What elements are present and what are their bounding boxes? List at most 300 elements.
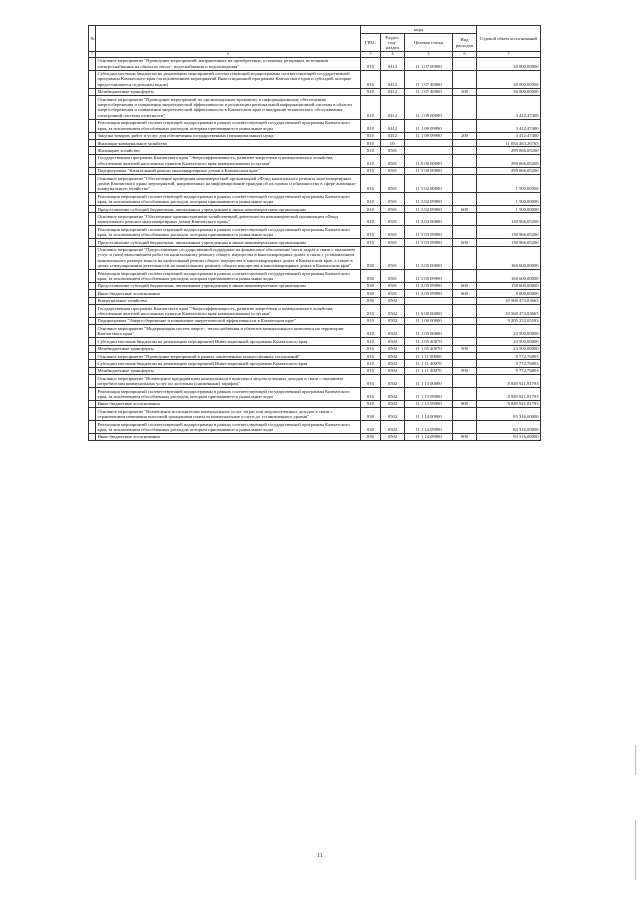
row-summa-cell: 8 000,00000 bbox=[477, 290, 541, 297]
row-num-cell bbox=[89, 246, 96, 270]
row-summa-cell: 30 000,00000 bbox=[477, 88, 541, 95]
scan-edge-mark bbox=[635, 745, 636, 775]
row-celevaya-cell: 11 1 13 00000 bbox=[405, 375, 453, 388]
row-razdel-cell: 0501 bbox=[381, 282, 405, 289]
row-grbs-cell: 810 bbox=[361, 317, 381, 324]
row-name-cell: Иные бюджетные ассигнования bbox=[96, 433, 361, 440]
row-num-cell bbox=[89, 88, 96, 95]
row-razdel-cell: 0502 bbox=[381, 305, 405, 318]
row-razdel-cell: 0501 bbox=[381, 226, 405, 239]
row-razdel-cell: 0501 bbox=[381, 193, 405, 206]
row-razdel-cell: 0412 bbox=[381, 96, 405, 120]
table-row bbox=[89, 400, 541, 407]
row-num-cell bbox=[89, 147, 96, 154]
index-cell: 1 bbox=[89, 52, 96, 58]
row-name-cell: Коммунальное хозяйство bbox=[96, 297, 361, 304]
row-vid-cell: 500 bbox=[453, 367, 477, 374]
row-num-cell bbox=[89, 345, 96, 352]
row-grbs-cell: 830 bbox=[361, 282, 381, 289]
row-name-cell: Реализация мероприятий соответствующей подпрограммы в рамках соответствующей государственной программы Камчатского края, за исключением обособленных расходов, которым присваиваются уникальные коды bbox=[96, 193, 361, 206]
row-num-cell bbox=[89, 353, 96, 360]
row-grbs-cell: 810 bbox=[361, 305, 381, 318]
row-grbs-cell: 810 bbox=[361, 360, 381, 367]
row-celevaya-cell: 11 3 02 09990 bbox=[405, 193, 453, 206]
table-row bbox=[89, 433, 541, 440]
row-num-cell bbox=[89, 206, 96, 213]
row-name-cell: Основное мероприятие "Предоставление государственной поддержки на финансовое обеспечение части затрат в связи с оказанием услуг и (или) выполнением работ по капитальному ремонту общего имущества в многоквартирных домах в связи с установлением минимального размера взноса на капитальный ремонт общего имущества в многоквартирных домах в Камчатском крае, а также в целях стимулирования деятельности по капитальному ремонту общего имущества в многоквартирных домах в Камчатском крае" bbox=[96, 246, 361, 270]
row-razdel-cell: 0502 bbox=[381, 345, 405, 352]
table-row bbox=[89, 282, 541, 289]
row-vid-cell bbox=[453, 57, 477, 70]
index-cell: 5 bbox=[405, 52, 453, 58]
row-num-cell bbox=[89, 132, 96, 139]
row-num-cell bbox=[89, 388, 96, 401]
row-num-cell bbox=[89, 421, 96, 434]
row-vid-cell bbox=[453, 388, 477, 401]
row-razdel-cell: 0502 bbox=[381, 388, 405, 401]
row-grbs-cell: 830 bbox=[361, 290, 381, 297]
row-celevaya-cell: 11 1 00 00000 bbox=[405, 317, 453, 324]
row-summa-cell: 130 966,05200 bbox=[477, 226, 541, 239]
row-grbs-cell: 810 bbox=[361, 57, 381, 70]
row-name-cell: Основное мероприятие "Проведение мероприятий, направленных на приобретение, установку резервных источников электроснабжения на объектах тепло-, водоснабжения и водоотведения" bbox=[96, 57, 361, 70]
row-celevaya-cell: 11 1 13 09990 bbox=[405, 400, 453, 407]
row-vid-cell: 500 bbox=[453, 88, 477, 95]
row-vid-cell bbox=[453, 147, 477, 154]
row-vid-cell bbox=[453, 154, 477, 167]
header-celevaya: Целевая статья bbox=[405, 34, 453, 52]
row-name-cell: Основное мероприятие "Обеспечение административно-хозяйственной деятельности некоммерческой организации «Фонд капитального ремонта многоквартирных домов Камчатского края»" bbox=[96, 213, 361, 226]
row-grbs-cell: 810 bbox=[361, 70, 381, 88]
table-row bbox=[89, 96, 541, 120]
row-name-cell: Реализация мероприятий соответствующей подпрограммы в рамках соответствующей государственной программы Камчатского края, за исключением обособленных расходов, которым присваиваются уникальные коды bbox=[96, 270, 361, 283]
row-vid-cell: 800 bbox=[453, 400, 477, 407]
row-num-cell bbox=[89, 408, 96, 421]
row-celevaya-cell: 11 1 13 09990 bbox=[405, 388, 453, 401]
header-num: № bbox=[89, 26, 96, 52]
row-celevaya-cell bbox=[405, 147, 453, 154]
row-num-cell bbox=[89, 213, 96, 226]
row-summa-cell: 9 772,76803 bbox=[477, 353, 541, 360]
row-summa-cell: 30 000,00000 bbox=[477, 57, 541, 70]
row-num-cell bbox=[89, 239, 96, 246]
row-name-cell: Межбюджетные трансферты bbox=[96, 88, 361, 95]
row-celevaya-cell: 11 1 14 09990 bbox=[405, 433, 453, 440]
row-name-cell: Основное мероприятие "Проведение мероприятий по организационно-правовому и информационному обеспечению энергосбережения и повышения энергетической эффективности и реализации региональной информационной системы в области энергосбережения и повышения энергетической эффективности в Камчатском крае и внедрение технического обслуживания электронной системы отчетности" bbox=[96, 96, 361, 120]
row-razdel-cell: 0501 bbox=[381, 175, 405, 193]
table-row bbox=[89, 154, 541, 167]
row-vid-cell bbox=[453, 375, 477, 388]
row-name-cell: Субсидии местным бюджетам на реализацию мероприятий Инвестиционной программы Камчатского края bbox=[96, 360, 361, 367]
row-name-cell: Основное мероприятие "Обеспечение проведения некоммерческой организацией «Фонд капитального ремонта многоквартирных домов Камчатского края» мероприятий, направленных на информирование граждан об их правах и обязанностях в сфере жилищно-коммунального хозяйства" bbox=[96, 175, 361, 193]
row-grbs-cell: 810 bbox=[361, 325, 381, 338]
row-vid-cell: 800 bbox=[453, 433, 477, 440]
row-celevaya-cell bbox=[405, 140, 453, 147]
table-row bbox=[89, 140, 541, 147]
row-razdel-cell: 0502 bbox=[381, 400, 405, 407]
table-row bbox=[89, 88, 541, 95]
row-num-cell bbox=[89, 367, 96, 374]
table-row bbox=[89, 421, 541, 434]
row-grbs-cell: 810 bbox=[361, 345, 381, 352]
row-razdel-cell: 0502 bbox=[381, 421, 405, 434]
table-row bbox=[89, 119, 541, 132]
row-razdel-cell: 0412 bbox=[381, 132, 405, 139]
row-summa-cell: 83 316,00000 bbox=[477, 408, 541, 421]
row-name-cell: Жилищное хозяйство bbox=[96, 147, 361, 154]
row-summa-cell: 1 500,00000 bbox=[477, 175, 541, 193]
row-name-cell: Основное мероприятие "Возмещение исполнителям коммунальных услуг затрат или недополученных доходов в связи с ограничением изменения вносимой гражданами платы за коммунальные услуги до установленного уровня" bbox=[96, 408, 361, 421]
row-summa-cell: 11 054 263,26765 bbox=[477, 140, 541, 147]
row-razdel-cell: 0502 bbox=[381, 325, 405, 338]
row-grbs-cell: 810 bbox=[361, 140, 381, 147]
row-razdel-cell: 0412 bbox=[381, 119, 405, 132]
row-num-cell bbox=[89, 96, 96, 120]
row-grbs-cell: 830 bbox=[361, 421, 381, 434]
row-name-cell: Субсидии местным бюджетам на реализацию мероприятий Инвестиционной программы Камчатского края bbox=[96, 338, 361, 345]
row-celevaya-cell: 11 3 02 00000 bbox=[405, 175, 453, 193]
row-celevaya-cell: 11 1 07 40060 bbox=[405, 88, 453, 95]
table-row bbox=[89, 147, 541, 154]
header-vid: Вид расходов bbox=[453, 34, 477, 52]
row-num-cell bbox=[89, 400, 96, 407]
table-row bbox=[89, 270, 541, 283]
row-vid-cell bbox=[453, 421, 477, 434]
row-summa-cell: 8 849 921,81793 bbox=[477, 400, 541, 407]
row-summa-cell: 1 500,00000 bbox=[477, 206, 541, 213]
row-num-cell bbox=[89, 297, 96, 304]
row-celevaya-cell: 11 1 05 40070 bbox=[405, 345, 453, 352]
row-num-cell bbox=[89, 305, 96, 318]
row-vid-cell: 600 bbox=[453, 282, 477, 289]
table-row bbox=[89, 290, 541, 297]
row-name-cell: Основное мероприятие "Проведение мероприятий в рамках заключенных концессионных соглашений" bbox=[96, 353, 361, 360]
table-row bbox=[89, 226, 541, 239]
row-grbs-cell: 810 bbox=[361, 388, 381, 401]
row-grbs-cell: 810 bbox=[361, 193, 381, 206]
row-name-cell: Иные бюджетные ассигнования bbox=[96, 400, 361, 407]
row-razdel-cell: 0412 bbox=[381, 70, 405, 88]
row-name-cell: Реализация мероприятий соответствующей подпрограммы в рамках соответствующей государственной программы Камчатского края, за исключением обособленных расходов, которым присваиваются уникальные коды bbox=[96, 421, 361, 434]
table-row bbox=[89, 360, 541, 367]
row-summa-cell: 23 500,00000 bbox=[477, 325, 541, 338]
table-row bbox=[89, 213, 541, 226]
row-vid-cell bbox=[453, 360, 477, 367]
row-razdel-cell: 0501 bbox=[381, 239, 405, 246]
row-num-cell bbox=[89, 154, 96, 167]
row-grbs-cell: 810 bbox=[361, 175, 381, 193]
header-codes: коды bbox=[361, 26, 477, 34]
row-razdel-cell: 0502 bbox=[381, 353, 405, 360]
row-razdel-cell: 0502 bbox=[381, 338, 405, 345]
row-summa-cell: 3 412,47400 bbox=[477, 119, 541, 132]
row-celevaya-cell: 11 1 14 00000 bbox=[405, 408, 453, 421]
row-summa-cell: 10 568 474,03665 bbox=[477, 305, 541, 318]
row-summa-cell: 158 600,00000 bbox=[477, 282, 541, 289]
row-vid-cell bbox=[453, 305, 477, 318]
row-grbs-cell: 810 bbox=[361, 132, 381, 139]
row-num-cell bbox=[89, 175, 96, 193]
page-number: 11 bbox=[317, 853, 323, 859]
row-vid-cell: 500 bbox=[453, 345, 477, 352]
row-celevaya-cell: 11 1 11 40070 bbox=[405, 367, 453, 374]
row-grbs-cell: 810 bbox=[361, 167, 381, 174]
row-vid-cell bbox=[453, 297, 477, 304]
row-summa-cell: 130 966,05200 bbox=[477, 239, 541, 246]
row-summa-cell: 9 205 252,05593 bbox=[477, 317, 541, 324]
row-razdel-cell: 0501 bbox=[381, 246, 405, 270]
row-vid-cell bbox=[453, 270, 477, 283]
table-row bbox=[89, 132, 541, 139]
table-row bbox=[89, 367, 541, 374]
row-celevaya-cell: 11 0 00 00000 bbox=[405, 305, 453, 318]
row-num-cell bbox=[89, 325, 96, 338]
row-name-cell: Реализация мероприятий соответствующей подпрограммы в рамках соответствующей государственной программы Камчатского края, за исключением обособленных расходов, которым присваиваются уникальные коды bbox=[96, 119, 361, 132]
row-celevaya-cell: 11 1 11 40070 bbox=[405, 360, 453, 367]
row-razdel-cell: 0501 bbox=[381, 167, 405, 174]
table-row bbox=[89, 353, 541, 360]
row-summa-cell: 9 772,76803 bbox=[477, 367, 541, 374]
row-vid-cell bbox=[453, 119, 477, 132]
row-num-cell bbox=[89, 70, 96, 88]
row-razdel-cell: 0501 bbox=[381, 270, 405, 283]
row-num-cell bbox=[89, 226, 96, 239]
row-vid-cell bbox=[453, 193, 477, 206]
row-vid-cell: 600 bbox=[453, 239, 477, 246]
row-name-cell: Межбюджетные трансферты bbox=[96, 345, 361, 352]
row-celevaya-cell: 11 3 03 09990 bbox=[405, 226, 453, 239]
row-summa-cell: 30 000,00000 bbox=[477, 70, 541, 88]
row-celevaya-cell: 11 1 05 00000 bbox=[405, 325, 453, 338]
row-grbs-cell: 830 bbox=[361, 270, 381, 283]
row-celevaya-cell: 11 3 05 09990 bbox=[405, 282, 453, 289]
row-grbs-cell: 830 bbox=[361, 433, 381, 440]
row-grbs-cell: 810 bbox=[361, 375, 381, 388]
row-vid-cell bbox=[453, 175, 477, 193]
row-num-cell bbox=[89, 338, 96, 345]
row-celevaya-cell: 11 1 11 00000 bbox=[405, 353, 453, 360]
row-celevaya-cell: 11 3 03 09990 bbox=[405, 239, 453, 246]
row-razdel-cell: 0501 bbox=[381, 147, 405, 154]
table-row bbox=[89, 239, 541, 246]
row-num-cell bbox=[89, 433, 96, 440]
row-grbs-cell: 810 bbox=[361, 154, 381, 167]
table-row bbox=[89, 193, 541, 206]
table-row bbox=[89, 345, 541, 352]
row-name-cell: Закупка товаров, работ и услуг для обеспечения государственных (муниципальных) нужд bbox=[96, 132, 361, 139]
table-row bbox=[89, 408, 541, 421]
row-vid-cell bbox=[453, 353, 477, 360]
row-vid-cell bbox=[453, 70, 477, 88]
row-celevaya-cell: 11 3 05 09990 bbox=[405, 270, 453, 283]
header-name bbox=[96, 26, 361, 52]
row-vid-cell bbox=[453, 213, 477, 226]
header-grbs: ГРБС bbox=[361, 34, 381, 52]
row-razdel-cell: 0501 bbox=[381, 290, 405, 297]
row-num-cell bbox=[89, 119, 96, 132]
row-razdel-cell: 0412 bbox=[381, 57, 405, 70]
row-celevaya-cell: 11 1 09 00000 bbox=[405, 96, 453, 120]
row-grbs-cell: 810 bbox=[361, 239, 381, 246]
row-summa-cell: 130 966,05200 bbox=[477, 213, 541, 226]
row-num-cell bbox=[89, 140, 96, 147]
row-num-cell bbox=[89, 270, 96, 283]
row-razdel-cell: 0502 bbox=[381, 375, 405, 388]
row-celevaya-cell: 11 1 07 40060 bbox=[405, 70, 453, 88]
row-name-cell: Предоставление субсидий бюджетным, автономным учреждениям и иным некоммерческим организациям bbox=[96, 206, 361, 213]
row-num-cell bbox=[89, 167, 96, 174]
table-row bbox=[89, 325, 541, 338]
row-name-cell: Основное мероприятие "Возмещение предприятиям коммунального комплекса недополученных доходов в связи с оказанием потребителям коммунальных услуг по льготным (сниженным) тарифам" bbox=[96, 375, 361, 388]
row-summa-cell: 10 568 474,03665 bbox=[477, 297, 541, 304]
row-celevaya-cell: 11 1 14 09990 bbox=[405, 421, 453, 434]
row-celevaya-cell: 11 1 07 00000 bbox=[405, 57, 453, 70]
table-row bbox=[89, 305, 541, 318]
row-num-cell bbox=[89, 193, 96, 206]
table-row bbox=[89, 338, 541, 345]
row-razdel-cell: 0502 bbox=[381, 297, 405, 304]
row-vid-cell bbox=[453, 246, 477, 270]
budget-table-page bbox=[88, 25, 540, 441]
row-num-cell bbox=[89, 317, 96, 324]
row-grbs-cell: 830 bbox=[361, 297, 381, 304]
row-name-cell: Предоставление субсидий бюджетным, автономным учреждениям и иным некоммерческим организациям bbox=[96, 282, 361, 289]
row-grbs-cell: 830 bbox=[361, 408, 381, 421]
row-celevaya-cell: 11 0 00 00000 bbox=[405, 154, 453, 167]
row-grbs-cell: 810 bbox=[361, 88, 381, 95]
row-grbs-cell: 830 bbox=[361, 246, 381, 270]
row-grbs-cell: 810 bbox=[361, 353, 381, 360]
row-razdel-cell: 0501 bbox=[381, 213, 405, 226]
row-name-cell: Реализация мероприятий соответствующей подпрограммы в рамках соответствующей государственной программы Камчатского края, за исключением обособленных расходов, которым присваиваются уникальные коды bbox=[96, 388, 361, 401]
row-razdel-cell: 0502 bbox=[381, 360, 405, 367]
row-name-cell: Субсидии местным бюджетам на реализацию мероприятий соответствующей подпрограммы соответствующей государственной программы Камчатского края (за исключением мероприятий Инвестиционной программы Камчатского края и субсидий, которые предоставляются отдельным кодом) bbox=[96, 70, 361, 88]
table-row bbox=[89, 297, 541, 304]
row-grbs-cell: 810 bbox=[361, 96, 381, 120]
table-row bbox=[89, 70, 541, 88]
table-row bbox=[89, 206, 541, 213]
row-grbs-cell: 810 bbox=[361, 206, 381, 213]
index-cell: 6 bbox=[453, 52, 477, 58]
row-grbs-cell: 810 bbox=[361, 213, 381, 226]
table-row bbox=[89, 388, 541, 401]
table-row bbox=[89, 246, 541, 270]
table-row bbox=[89, 57, 541, 70]
row-celevaya-cell: 11 1 09 09990 bbox=[405, 119, 453, 132]
row-summa-cell: 23 500,00000 bbox=[477, 345, 541, 352]
row-name-cell: Подпрограмма "Капитальный ремонт многоквартирных домов в Камчатском крае" bbox=[96, 167, 361, 174]
row-name-cell: Государственная программа Камчатского края "Энергоэффективность, развитие энергетики и коммунального хозяйства, обеспечение жителей населенных пунктов Камчатского края коммунальными услугами" bbox=[96, 154, 361, 167]
table-row bbox=[89, 167, 541, 174]
row-summa-cell: 3 412,47400 bbox=[477, 132, 541, 139]
row-razdel-cell: 0501 bbox=[381, 206, 405, 213]
row-summa-cell: 23 500,00000 bbox=[477, 338, 541, 345]
table-row bbox=[89, 317, 541, 324]
row-vid-cell bbox=[453, 96, 477, 120]
row-num-cell bbox=[89, 290, 96, 297]
row-name-cell: Жилищно-коммунальное хозяйство bbox=[96, 140, 361, 147]
row-num-cell bbox=[89, 282, 96, 289]
row-razdel-cell: 0502 bbox=[381, 367, 405, 374]
row-summa-cell: 299 066,05200 bbox=[477, 147, 541, 154]
row-celevaya-cell: 11 3 05 00000 bbox=[405, 246, 453, 270]
row-name-cell: Государственная программа Камчатского края "Энергоэффективность, развитие энергетики и коммунального хозяйства, обеспечение жителей населенных пунктов Камчатского края коммунальными услугами" bbox=[96, 305, 361, 318]
row-num-cell bbox=[89, 57, 96, 70]
row-celevaya-cell: 11 3 03 00000 bbox=[405, 213, 453, 226]
row-razdel-cell: 0501 bbox=[381, 154, 405, 167]
table-row bbox=[89, 175, 541, 193]
scan-edge-mark bbox=[635, 820, 636, 880]
row-vid-cell bbox=[453, 226, 477, 239]
row-summa-cell: 83 316,00000 bbox=[477, 433, 541, 440]
row-summa-cell: 83 316,00000 bbox=[477, 421, 541, 434]
row-summa-cell: 8 849 921,81793 bbox=[477, 375, 541, 388]
row-summa-cell: 299 066,05200 bbox=[477, 167, 541, 174]
row-vid-cell: 600 bbox=[453, 206, 477, 213]
row-razdel-cell: 0502 bbox=[381, 408, 405, 421]
table-row bbox=[89, 375, 541, 388]
row-name-cell: Основное мероприятие "Модернизация систем энерго-, теплоснабжения и объектов коммунального комплекса на территории Камчатского края" bbox=[96, 325, 361, 338]
row-vid-cell: 800 bbox=[453, 290, 477, 297]
row-name-cell: Межбюджетные трансферты bbox=[96, 367, 361, 374]
row-razdel-cell: 05 bbox=[381, 140, 405, 147]
row-celevaya-cell: 11 1 09 09990 bbox=[405, 132, 453, 139]
row-name-cell: Подпрограмма "Энергосбережение и повышение энергетической эффективности в Камчатском крае" bbox=[96, 317, 361, 324]
row-vid-cell bbox=[453, 408, 477, 421]
row-vid-cell bbox=[453, 317, 477, 324]
row-summa-cell: 3 412,47400 bbox=[477, 96, 541, 120]
row-name-cell: Иные бюджетные ассигнования bbox=[96, 290, 361, 297]
row-grbs-cell: 810 bbox=[361, 119, 381, 132]
header-summa: Годовой объем ассигнований bbox=[477, 26, 541, 52]
row-grbs-cell: 810 bbox=[361, 226, 381, 239]
row-summa-cell: 1 500,00000 bbox=[477, 193, 541, 206]
row-razdel-cell: 0502 bbox=[381, 433, 405, 440]
row-name-cell: Реализация мероприятий соответствующей подпрограммы в рамках соответствующей государственной программы Камчатского края, за исключением обособленных расходов, которым присваиваются уникальные коды bbox=[96, 226, 361, 239]
row-vid-cell bbox=[453, 325, 477, 338]
header-razdel: Раздел, под-раздел bbox=[381, 34, 405, 52]
row-celevaya-cell: 11 1 05 40070 bbox=[405, 338, 453, 345]
index-cell: 4 bbox=[381, 52, 405, 58]
row-summa-cell: 299 066,05200 bbox=[477, 154, 541, 167]
row-vid-cell bbox=[453, 338, 477, 345]
row-grbs-cell: 810 bbox=[361, 338, 381, 345]
index-cell: 2 bbox=[96, 52, 361, 58]
row-celevaya-cell: 11 3 00 00000 bbox=[405, 167, 453, 174]
row-celevaya-cell bbox=[405, 297, 453, 304]
row-celevaya-cell: 11 3 02 09990 bbox=[405, 206, 453, 213]
budget-table bbox=[88, 25, 541, 441]
row-num-cell bbox=[89, 375, 96, 388]
row-grbs-cell: 810 bbox=[361, 147, 381, 154]
row-summa-cell: 166 600,00000 bbox=[477, 270, 541, 283]
index-cell: 3 bbox=[361, 52, 381, 58]
row-summa-cell: 166 600,00000 bbox=[477, 246, 541, 270]
row-razdel-cell: 0502 bbox=[381, 317, 405, 324]
row-vid-cell bbox=[453, 167, 477, 174]
row-vid-cell: 200 bbox=[453, 132, 477, 139]
row-name-cell: Предоставление субсидий бюджетным, автономным учреждениям и иным некоммерческим организациям bbox=[96, 239, 361, 246]
row-summa-cell: 9 772,76803 bbox=[477, 360, 541, 367]
row-summa-cell: 8 849 921,81793 bbox=[477, 388, 541, 401]
row-num-cell bbox=[89, 360, 96, 367]
row-grbs-cell: 810 bbox=[361, 367, 381, 374]
index-cell: 7 bbox=[477, 52, 541, 58]
row-vid-cell bbox=[453, 140, 477, 147]
row-celevaya-cell: 11 3 05 09990 bbox=[405, 290, 453, 297]
row-razdel-cell: 0412 bbox=[381, 88, 405, 95]
row-grbs-cell: 810 bbox=[361, 400, 381, 407]
